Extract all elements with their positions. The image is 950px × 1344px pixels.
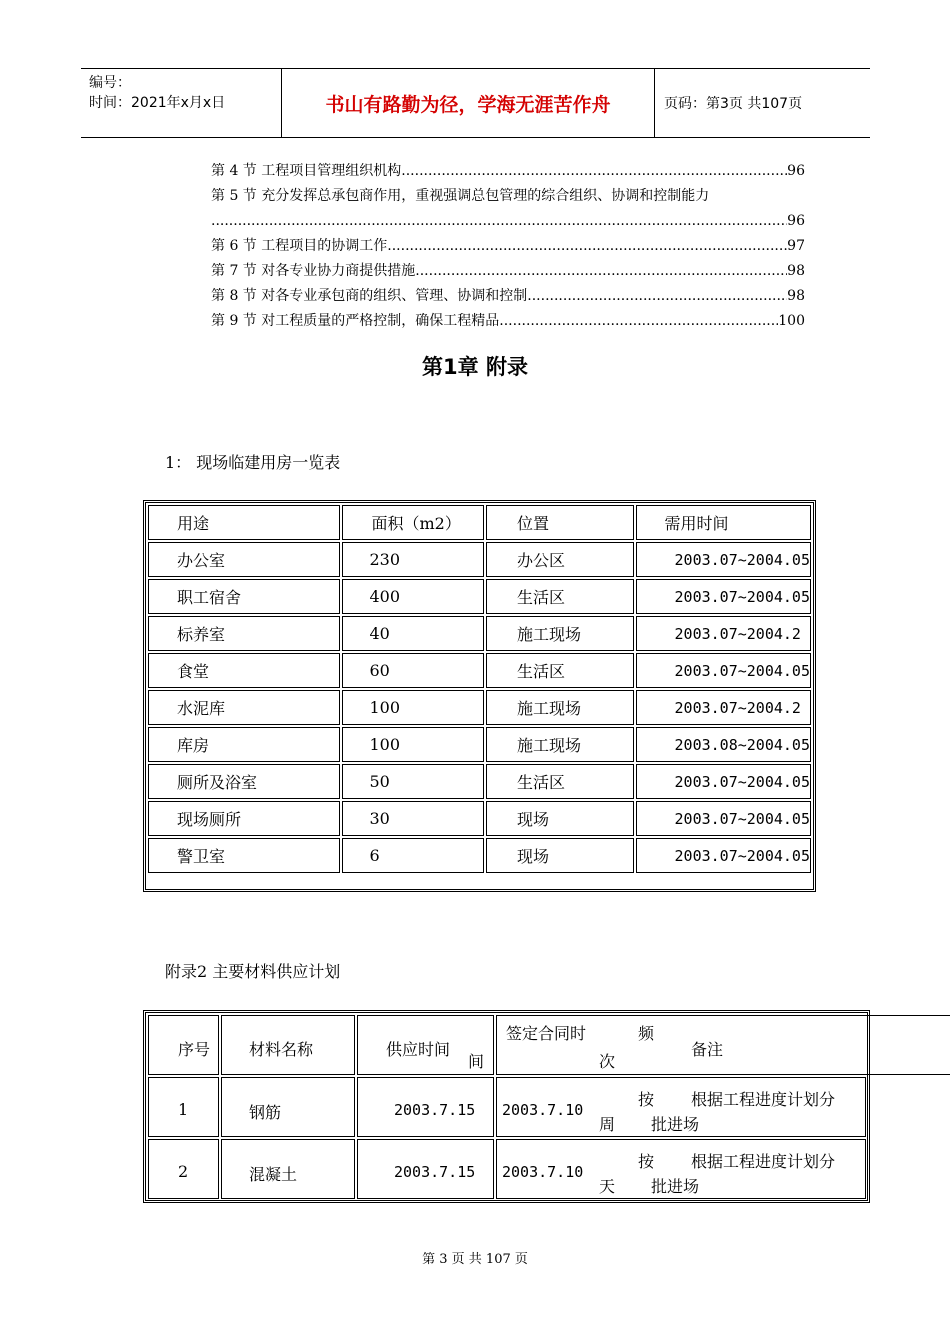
cell: 400 (342, 579, 483, 614)
cell: 2003.07~2004.05 (636, 542, 811, 577)
cell: 生活区 (486, 653, 634, 688)
toc-label: 第 4 节 工程项目管理组织机构 (211, 163, 402, 179)
header-note: 备注 (691, 1040, 724, 1059)
toc-label: 第 9 节 对工程质量的严格控制，确保工程精品 (211, 313, 500, 329)
table-row (148, 579, 811, 614)
table-row (148, 838, 811, 873)
header-frequency: 频 (638, 1024, 655, 1043)
cell: 2003.07~2004.2 (636, 616, 811, 651)
toc-leader (499, 310, 778, 332)
cell: 现场 (486, 838, 634, 873)
row-frequency-wrap: 天 (599, 1177, 616, 1196)
header-frequency-wrap: 次 (599, 1052, 616, 1071)
row-supply-date: 2003.7.15 (394, 1163, 476, 1181)
cell: 现场 (486, 801, 634, 836)
toc-entry[interactable] (211, 260, 805, 282)
toc-entry[interactable] (211, 210, 805, 232)
toc-page: 100 (778, 313, 805, 329)
toc-page: 96 (787, 213, 805, 229)
cell: 30 (342, 801, 483, 836)
header-cell: 面积（m2） (342, 505, 483, 540)
cell: 2003.07~2004.05 (636, 838, 811, 873)
row-note: 根据工程进度计划分 (691, 1090, 836, 1109)
toc-label: 第 5 节 充分发挥总承包商作用，重视强调总包管理的综合组织、协调和控制能力 (211, 188, 710, 204)
cell: 6 (342, 838, 483, 873)
header-no: 序号 (178, 1040, 211, 1059)
table-row (148, 690, 811, 725)
row-supply-date: 2003.7.15 (394, 1101, 476, 1119)
table-row (148, 801, 811, 836)
cell: 职工宿舍 (148, 579, 340, 614)
row-material: 混凝土 (249, 1165, 298, 1184)
toc-label: 第 6 节 工程项目的协调工作 (211, 238, 388, 254)
toc-leader (211, 210, 787, 232)
cell: 230 (342, 542, 483, 577)
toc-entry[interactable] (211, 185, 805, 207)
row-contract-date: 2003.7.10 (502, 1163, 584, 1181)
cell: 100 (342, 727, 483, 762)
toc-entry[interactable] (211, 235, 805, 257)
toc-leader (387, 235, 787, 257)
temporary-buildings-table (143, 500, 816, 892)
cell: 库房 (148, 727, 340, 762)
cell: 100 (342, 690, 483, 725)
cell: 标养室 (148, 616, 340, 651)
section2-title: 附录2 主要材料供应计划 (165, 962, 341, 981)
cell: 施工现场 (486, 727, 634, 762)
cell: 现场厕所 (148, 801, 340, 836)
toc-label: 第 7 节 对各专业协力商提供措施 (211, 263, 416, 279)
row-frequency-wrap: 周 (599, 1115, 616, 1134)
chapter-title: 第1章 附录 (422, 355, 528, 379)
toc-page: 97 (787, 238, 805, 254)
toc-label: 第 8 节 对各专业承包商的组织、管理、协调和控制 (211, 288, 528, 304)
toc-entry[interactable] (211, 160, 805, 182)
table-row (148, 764, 811, 799)
toc-page: 96 (787, 163, 805, 179)
toc-entry[interactable] (211, 310, 805, 332)
row-material: 钢筋 (249, 1103, 282, 1122)
table-row (148, 727, 811, 762)
row-contract-date: 2003.7.10 (502, 1101, 584, 1119)
cell: 水泥库 (148, 690, 340, 725)
cell: 施工现场 (486, 690, 634, 725)
cell: 厕所及浴室 (148, 764, 340, 799)
cell: 40 (342, 616, 483, 651)
time-label: 时间：2021年x月x日 (89, 95, 226, 111)
header-cell: 用途 (148, 505, 340, 540)
row-no: 2 (178, 1162, 189, 1181)
header-meta (81, 69, 281, 137)
cell: 生活区 (486, 764, 634, 799)
cell: 50 (342, 764, 483, 799)
row-frequency: 按 (638, 1152, 655, 1171)
toc-page: 98 (787, 263, 805, 279)
number-label: 编号： (89, 75, 131, 91)
toc-leader (527, 285, 787, 307)
cell (221, 1077, 355, 1137)
table-row (148, 616, 811, 651)
row-note-wrap: 批进场 (651, 1177, 700, 1196)
cell: 2003.07~2004.05 (636, 579, 811, 614)
cell: 2003.07~2004.05 (636, 653, 811, 688)
header-cell: 位置 (486, 505, 634, 540)
cell: 2003.07~2004.2 (636, 690, 811, 725)
toc-leader (415, 260, 787, 282)
page-header (81, 68, 870, 138)
cell: 食堂 (148, 653, 340, 688)
table-row (148, 542, 811, 577)
row-note-wrap: 批进场 (651, 1115, 700, 1134)
section1-title: 1： 现场临建用房一览表 (165, 453, 341, 472)
toc-leader (401, 160, 787, 182)
cell: 办公区 (486, 542, 634, 577)
row-note: 根据工程进度计划分 (691, 1152, 836, 1171)
row-no: 1 (178, 1100, 189, 1119)
page-footer: 第 3 页 共 107 页 (422, 1252, 528, 1267)
table-header-row (148, 505, 811, 540)
header-slogan: 书山有路勤为径，学海无涯苦作舟 (281, 69, 655, 137)
cell: 2003.07~2004.05 (636, 801, 811, 836)
header-name: 材料名称 (249, 1040, 314, 1059)
toc-page: 98 (787, 288, 805, 304)
toc-entry[interactable] (211, 285, 805, 307)
cell: 办公室 (148, 542, 340, 577)
cell: 生活区 (486, 579, 634, 614)
cell: 2003.07~2004.05 (636, 764, 811, 799)
table-row (148, 653, 811, 688)
header-supply: 供应时间 (386, 1040, 451, 1059)
header-contract-wrap: 间 (468, 1052, 485, 1071)
cell: 2003.08~2004.05 (636, 727, 811, 762)
header-contract: 签定合同时 (506, 1024, 587, 1043)
header-cell: 需用时间 (636, 505, 811, 540)
row-frequency: 按 (638, 1090, 655, 1109)
materials-supply-table (143, 1010, 870, 1203)
cell: 施工现场 (486, 616, 634, 651)
cell: 60 (342, 653, 483, 688)
cell: 警卫室 (148, 838, 340, 873)
header-page-label: 页码：第3页 共107页 (664, 96, 803, 112)
